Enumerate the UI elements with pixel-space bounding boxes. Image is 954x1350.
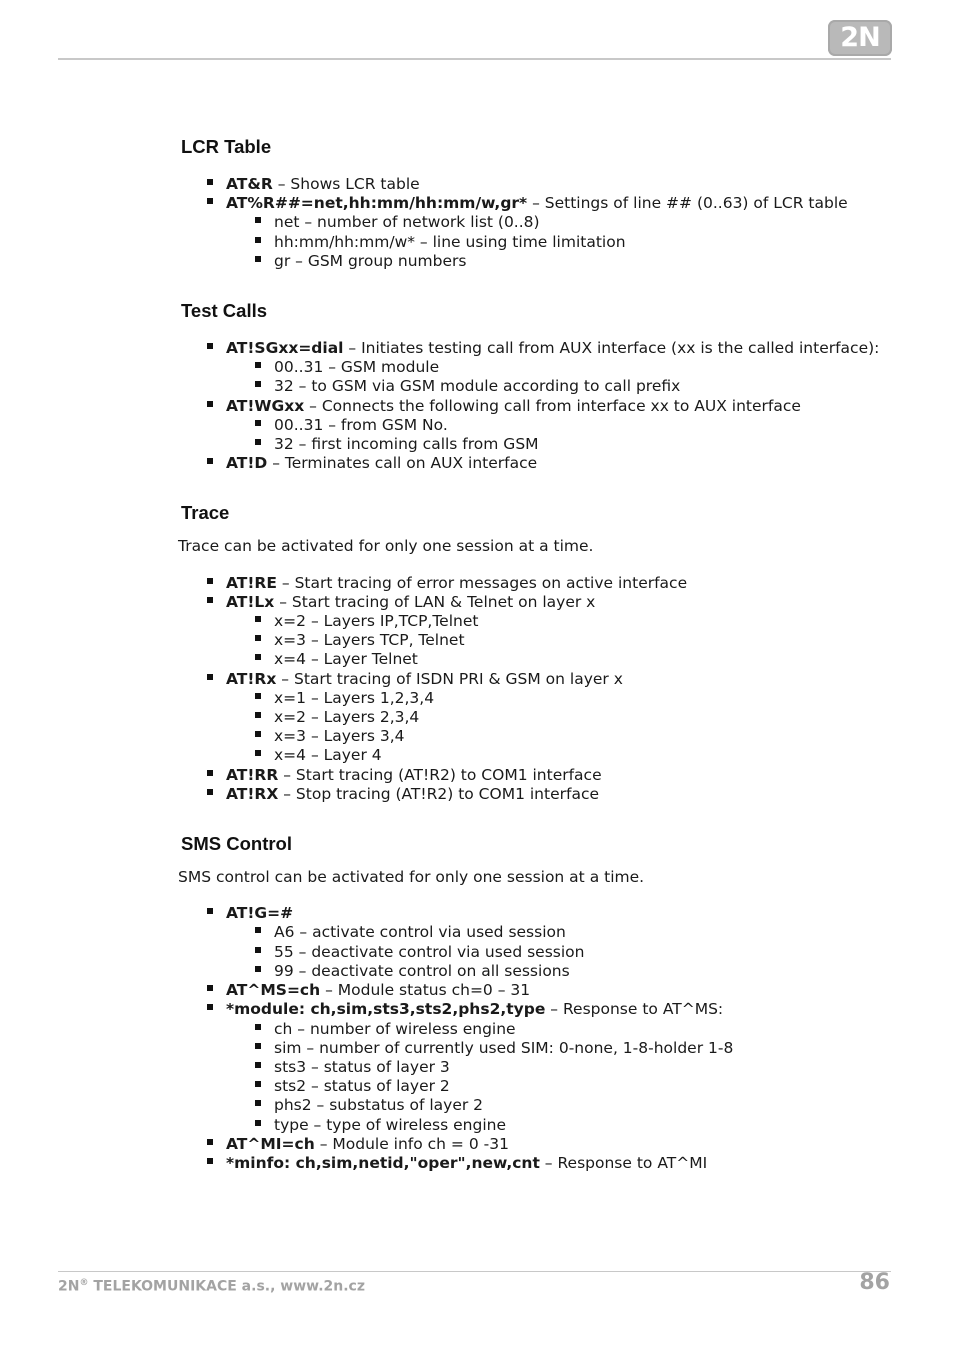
parameter-item: sts3 – status of layer 3 [226,1058,889,1077]
parameter-item: 00..31 – GSM module [226,358,889,377]
command-description: – Response to AT^MI [539,1153,708,1172]
command-item [178,574,889,593]
command-description: – Stop tracing (AT!R2) to COM1 interface [278,784,599,803]
command-text [226,175,889,194]
command-item [178,1135,889,1154]
logo-text: 2N [840,22,880,53]
parameter-item: x=2 – Layers IP,TCP,Telnet [226,612,889,631]
registered-mark: ® [79,1278,89,1288]
command-description: – Start tracing (AT!R2) to COM1 interface [278,765,602,784]
command-item [178,670,889,766]
command-code: AT!G=# [226,904,294,923]
command-description: – Initiates testing call from AUX interface (xx is the called interface): [343,339,880,358]
command-description: – Terminates call on AUX interface [267,454,538,473]
command-code: AT!RR [226,765,279,784]
parameter-item: x=4 – Layer 4 [226,746,889,765]
command-code: AT!D [226,454,268,473]
command-code: AT!Lx [226,592,275,611]
parameter-list [226,416,889,454]
section-heading: SMS Control [181,833,292,855]
command-code: *module: ch,sim,sts3,sts2,phs2,type [226,1000,546,1019]
command-text [226,766,889,785]
command-code: AT^MI=ch [226,1134,315,1153]
section-sms-control [178,804,889,1173]
parameter-item: x=3 – Layers 3,4 [226,727,889,746]
parameter-item: 32 – first incoming calls from GSM [226,435,889,454]
command-description: – Shows LCR table [272,175,420,193]
parameter-item: x=4 – Layer Telnet [226,650,889,669]
command-list [178,574,889,804]
command-description: – Start tracing of ISDN PRI & GSM on layer x [276,669,623,688]
parameter-item: hh:mm/hh:mm/w* – line using time limitation [226,233,889,252]
command-text [226,1154,889,1173]
command-text [226,1000,889,1019]
command-text [226,981,889,1000]
command-description: – Response to AT^MS: [545,1000,724,1019]
parameter-item: phs2 – substatus of layer 2 [226,1096,889,1115]
command-code: AT!WGxx [226,396,305,415]
parameter-item: A6 – activate control via used session [226,923,889,942]
command-description: – Start tracing of LAN & Telnet on layer x [274,592,596,611]
command-text [226,454,889,473]
parameter-list [226,358,889,396]
parameter-item: 55 – deactivate control via used session [226,943,889,962]
parameter-item: ch – number of wireless engine [226,1020,889,1039]
section-heading: Trace [181,502,230,524]
command-text [226,1135,889,1154]
command-text [226,904,889,923]
command-description: – Module status ch=0 – 31 [320,981,531,1000]
command-item [178,1000,889,1134]
command-description: – Connects the following call from interface xx to AUX interface [304,396,801,415]
command-item [178,766,889,785]
section-intro: SMS control can be activated for only one session at a time. [178,868,645,887]
parameter-item: 00..31 – from GSM No. [226,416,889,435]
parameter-item: sim – number of currently used SIM: 0-none, 1-8-holder 1-8 [226,1039,889,1058]
command-item [178,339,889,397]
document-body [178,124,889,1173]
parameter-list [226,612,889,670]
command-text [226,593,889,612]
parameter-list [226,213,889,271]
footer-company [58,1278,365,1295]
page-number: 86 [859,1270,890,1295]
section-heading: Test Calls [181,300,268,322]
command-item [178,593,889,670]
footer-divider [58,1271,891,1272]
command-code: AT!RX [226,784,279,803]
parameter-item: type – type of wireless engine [226,1116,889,1135]
command-text [226,339,889,358]
command-item [178,981,889,1000]
command-code: AT!RE [226,573,277,592]
parameter-item: x=2 – Layers 2,3,4 [226,708,889,727]
command-item [178,175,889,194]
command-code: AT&R [226,175,273,193]
parameter-item: 99 – deactivate control on all sessions [226,962,889,981]
command-item [178,454,889,473]
command-item [178,904,889,981]
command-code: AT!Rx [226,669,277,688]
parameter-item: net – number of network list (0..8) [226,213,889,232]
command-text [226,670,889,689]
command-item [178,1154,889,1173]
command-item [178,194,889,271]
header-divider [58,58,891,60]
command-description: – Module info ch = 0 -31 [314,1134,509,1153]
command-list [178,339,889,473]
command-description: – Settings of line ## (0..63) of LCR table [527,194,848,213]
command-list [178,175,889,271]
parameter-list [226,923,889,981]
section-intro: Trace can be activated for only one session at a time. [178,537,594,556]
command-code: AT!SGxx=dial [226,339,344,358]
command-text [226,397,889,416]
command-item [178,785,889,804]
parameter-list [226,1020,889,1135]
section-lcr-table [178,136,889,271]
section-trace [178,473,889,804]
section-heading: LCR Table [181,136,272,157]
command-description: – Start tracing of error messages on active interface [276,573,688,592]
command-code: *minfo: ch,sim,netid,"oper",new,cnt [226,1153,540,1172]
parameter-item: x=3 – Layers TCP, Telnet [226,631,889,650]
command-text [226,574,889,593]
command-code: AT%R##=net,hh:mm/hh:mm/w,gr* [226,194,528,213]
parameter-item: sts2 – status of layer 2 [226,1077,889,1096]
parameter-item: gr – GSM group numbers [226,252,889,271]
command-item [178,397,889,455]
footer-company-rest: TELEKOMUNIKACE a.s., www.2n.cz [88,1278,365,1295]
command-code: AT^MS=ch [226,981,321,1000]
parameter-list [226,689,889,766]
company-logo [828,20,892,56]
command-list [178,904,889,1173]
command-text [226,194,889,213]
parameter-item: 32 – to GSM via GSM module according to call prefix [226,377,889,396]
parameter-item: x=1 – Layers 1,2,3,4 [226,689,889,708]
section-test-calls [178,271,889,473]
command-text [226,785,889,804]
footer-company-prefix: 2N [58,1278,80,1295]
